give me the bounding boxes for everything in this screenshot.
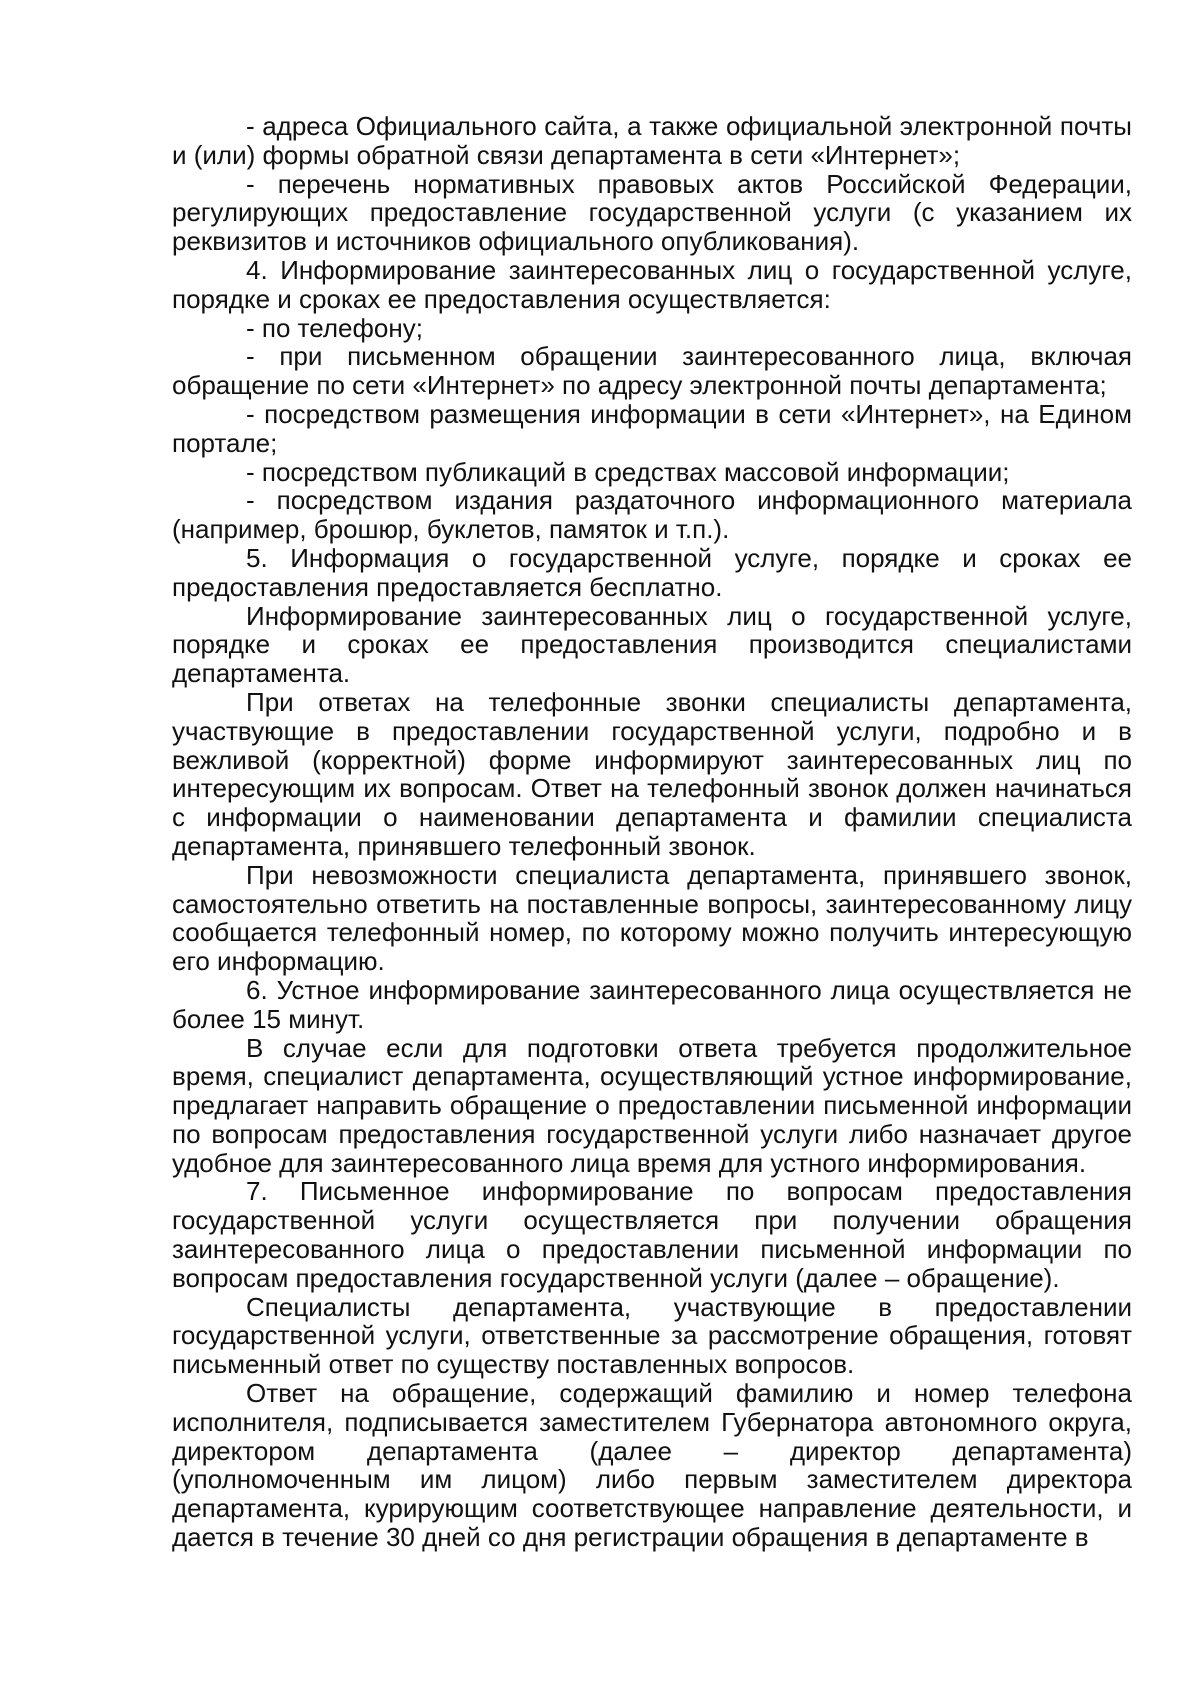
paragraph: - по телефону; <box>246 312 423 343</box>
paragraph: - адреса Официального сайта, а также официальной электронной почты и (или) формы обратной связи департамента в сети «Интернет»; <box>172 111 1132 170</box>
paragraph: 7. Письменное информирование по вопросам предоставления государственной услуги осуществляется при получении обращения заинтересованного лица о предоставлении письменной информации по вопросам предоставления государственной услуги (далее – обращение). <box>172 1176 1132 1293</box>
paragraph: - перечень нормативных правовых актов Российской Федерации, регулирующих предоставление государственной услуги (с указанием их реквизитов и источников официального опубликования). <box>172 168 1132 257</box>
paragraph: - посредством публикаций в средствах массовой информации; <box>246 456 1010 487</box>
paragraph: 6. Устное информирование заинтересованного лица осуществляется не более 15 минут. <box>172 974 1132 1034</box>
paragraph: - посредством размещения информации в сети «Интернет», на Едином портале; <box>172 398 1132 458</box>
paragraph: - посредством издания раздаточного информационного материала (например, брошюр, буклетов, памяток и т.п.). <box>172 485 1132 545</box>
paragraph: Ответ на обращение, содержащий фамилию и номер телефона исполнителя, подписывается заместителем Губернатора автономного округа, директором департамента (далее – директор департамента) (уполномоченным им лицом) либо первым заместителем директора департамента, курирующим соответствующее направление деятельности, и дается в течение 30 дней со дня регистрации обращения в департаменте в <box>172 1378 1132 1553</box>
paragraph: При невозможности специалиста департамента, принявшего звонок, самостоятельно ответить на поставленные вопросы, заинтересованному лицу сообщается телефонный номер, по которому можно получить интересующую его информацию. <box>172 859 1132 977</box>
paragraph: - при письменном обращении заинтересованного лица, включая обращение по сети «Интернет» по адресу электронной почты департамента; <box>172 341 1132 401</box>
document-page <box>172 112 1132 1552</box>
paragraph: 4. Информирование заинтересованных лиц о государственной услуге, порядке и сроках ее предоставления осуществляется: <box>172 254 1132 314</box>
paragraph: 5. Информация о государственной услуге, порядке и сроках ее предоставления предоставляется бесплатно. <box>172 542 1132 602</box>
paragraph: При ответах на телефонные звонки специалисты департамента, участвующие в предоставлении государственной услуги, подробно и в вежливой (корректной) форме информируют заинтересованных лиц по интересующим их вопросам. Ответ на телефонный звонок должен начинаться с информации о наименовании департамента и фамилии специалиста департамента, принявшего телефонный звонок. <box>172 686 1132 861</box>
paragraph: В случае если для подготовки ответа требуется продолжительное время, специалист департамента, осуществляющий устное информирование, предлагает направить обращение о предоставлении письменной информации по вопросам предоставления государственной услуги либо назначает другое удобное для заинтересованного лица время для устного информирования. <box>172 1032 1132 1178</box>
paragraph: Специалисты департамента, участвующие в предоставлении государственной услуги, ответственные за рассмотрение обращения, готовят письменный ответ по существу поставленных вопросов. <box>172 1291 1132 1380</box>
paragraph: Информирование заинтересованных лиц о государственной услуге, порядке и сроках ее предоставления производится специалистами департамента. <box>172 600 1132 689</box>
